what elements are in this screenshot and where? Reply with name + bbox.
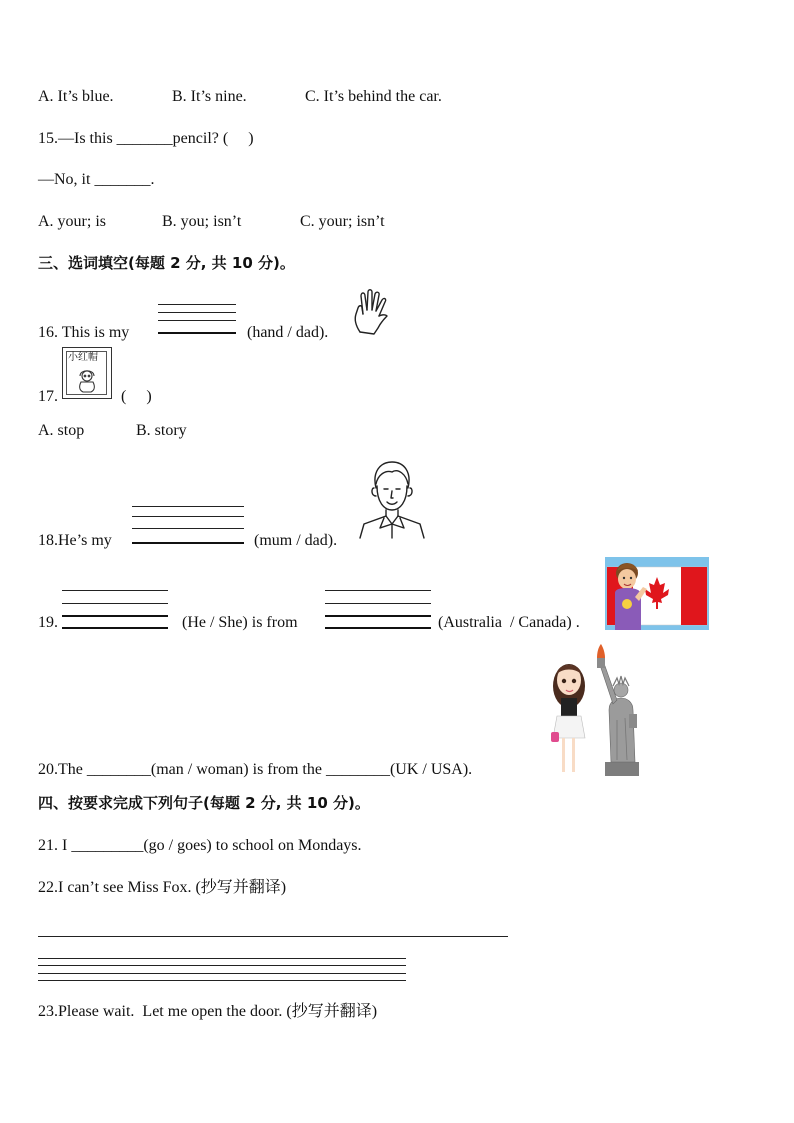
section-3-heading: 三、选词填空(每题 2 分, 共 10 分)。 bbox=[38, 254, 295, 272]
q19-options: (Australia / Canada) . bbox=[438, 614, 580, 631]
q15-answer: —No, it _______. bbox=[38, 171, 155, 188]
q19-writing-line bbox=[62, 603, 168, 604]
q16-options: (hand / dad). bbox=[247, 324, 329, 341]
q22-answer-line bbox=[38, 980, 406, 981]
q19-writing-line bbox=[325, 590, 431, 591]
q23-text: 23.Please wait. Let me open the door. (抄写并翻译) bbox=[38, 1003, 378, 1020]
q16-writing-line bbox=[158, 312, 236, 313]
q16-writing-line bbox=[158, 304, 236, 305]
q22-answer-line bbox=[38, 958, 406, 959]
q17-option-b: B. story bbox=[136, 422, 187, 439]
q19-number: 19. bbox=[38, 614, 58, 631]
q16-prefix: 16. This is my bbox=[38, 324, 130, 341]
canada-flag-boy-icon bbox=[605, 557, 709, 630]
q15-option-a: A. your; is bbox=[38, 213, 106, 230]
q21-text: 21. I _________(go / goes) to school on Mondays. bbox=[38, 837, 362, 854]
q14-option-c: C. It’s behind the car. bbox=[305, 88, 442, 105]
q17-option-a: A. stop bbox=[38, 422, 85, 439]
q14-option-a: A. It’s blue. bbox=[38, 88, 114, 105]
q15-option-b: B. you; isn’t bbox=[162, 213, 242, 230]
q18-options: (mum / dad). bbox=[254, 532, 338, 549]
q15-question: 15.—Is this _______pencil? ( ) bbox=[38, 130, 254, 147]
q16-writing-line bbox=[158, 320, 236, 321]
q18-writing-line bbox=[132, 528, 244, 529]
q22-text: 22.I can’t see Miss Fox. (抄写并翻译) bbox=[38, 879, 287, 896]
q17-number: 17. bbox=[38, 388, 58, 405]
storybook-title: 小红帽 bbox=[68, 352, 98, 363]
q19-writing-line bbox=[62, 615, 168, 617]
q19-middle: (He / She) is from bbox=[182, 614, 298, 631]
q18-writing-line bbox=[132, 516, 244, 517]
q18-prefix: 18.He’s my bbox=[38, 532, 112, 549]
man-portrait-icon bbox=[358, 458, 426, 540]
q17-answer-paren: ( ) bbox=[121, 388, 152, 405]
q14-option-b: B. It’s nine. bbox=[172, 88, 247, 105]
q22-answer-line bbox=[38, 936, 508, 937]
q15-option-c: C. your; isn’t bbox=[300, 213, 385, 230]
section-4-heading: 四、按要求完成下列句子(每题 2 分, 共 10 分)。 bbox=[38, 794, 370, 812]
woman-and-liberty-statue-icon bbox=[545, 640, 643, 778]
q18-writing-line bbox=[132, 506, 244, 507]
q19-writing-line bbox=[62, 627, 168, 629]
q19-writing-line bbox=[62, 590, 168, 591]
q19-writing-line bbox=[325, 615, 431, 617]
q19-writing-line bbox=[325, 627, 431, 629]
q19-writing-line bbox=[325, 603, 431, 604]
q22-answer-line bbox=[38, 965, 406, 966]
q16-writing-line bbox=[158, 332, 236, 334]
q18-writing-line bbox=[132, 542, 244, 544]
q22-answer-line bbox=[38, 973, 406, 974]
q20-text: 20.The ________(man / woman) is from the ________(UK / USA). bbox=[38, 761, 473, 778]
hand-icon bbox=[350, 288, 394, 336]
storybook-icon bbox=[62, 347, 112, 399]
